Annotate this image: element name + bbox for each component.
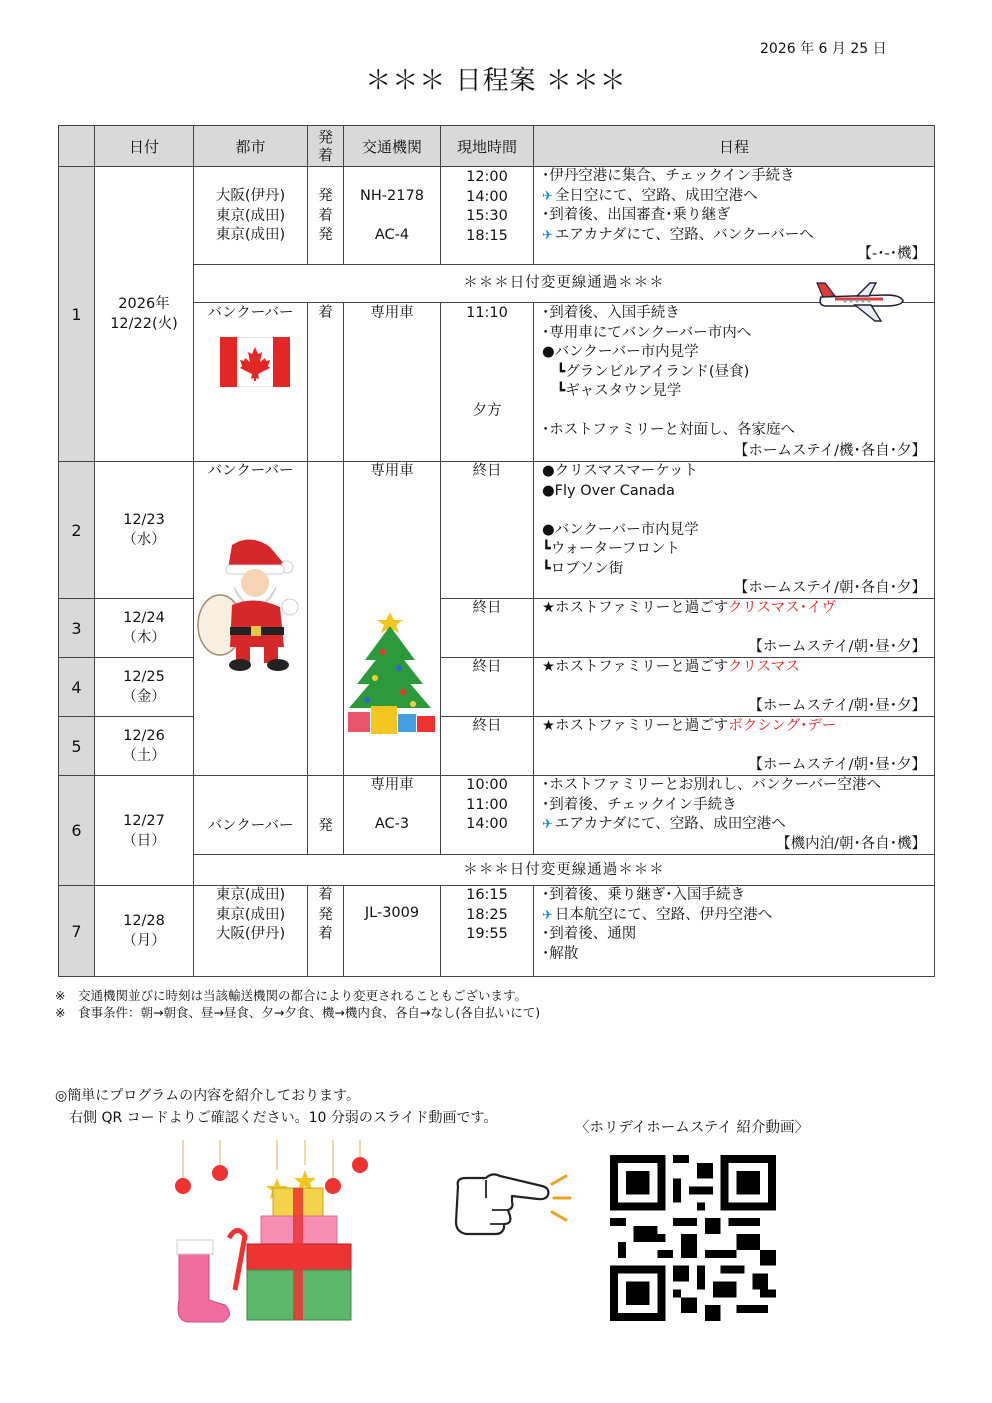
header-city: 都市 bbox=[194, 126, 308, 167]
day-date: 12/23 （水） bbox=[95, 462, 194, 599]
line: 12:00 bbox=[466, 169, 508, 185]
schedule-line bbox=[542, 776, 934, 796]
qr-caption: 〈ホリデイホームステイ 紹介動画〉 bbox=[575, 1120, 809, 1136]
schedule-text: ●Fly Over Canada bbox=[542, 482, 675, 499]
line: 東京(成田) bbox=[215, 207, 286, 224]
line: AC-4 bbox=[374, 227, 410, 243]
schedule-line bbox=[542, 501, 934, 521]
line: 14:00 bbox=[466, 816, 508, 832]
day-number: 5 bbox=[59, 717, 95, 776]
schedule-text: ･到着後、乗り継ぎ･入国手続き bbox=[542, 887, 745, 903]
document-date: 2026 年 6 月 25 日 bbox=[760, 41, 887, 57]
day-number: 7 bbox=[59, 886, 95, 977]
line: 着 bbox=[318, 207, 333, 224]
schedule-cell bbox=[534, 462, 935, 599]
table-row bbox=[59, 167, 935, 265]
line bbox=[344, 207, 440, 227]
qr-code[interactable] bbox=[610, 1155, 776, 1321]
header-num bbox=[59, 126, 95, 167]
arrdep-cell bbox=[308, 303, 344, 462]
line bbox=[441, 363, 533, 383]
transport: 専用車 bbox=[370, 463, 414, 479]
meal-info: 【ホームステイ/朝･各自･夕】 bbox=[733, 580, 926, 596]
transport-cell bbox=[344, 303, 441, 462]
transport-cell bbox=[344, 462, 441, 599]
city: バンクーバー bbox=[207, 463, 294, 479]
schedule-text: ･伊丹空港に集合、チェックイン手続き bbox=[542, 168, 795, 184]
header-schedule: 日程 bbox=[534, 126, 935, 167]
line: 大阪(伊丹) bbox=[215, 188, 286, 204]
schedule-line bbox=[542, 206, 934, 226]
city-cell bbox=[194, 717, 308, 776]
schedule-text: ●バンクーバー市内見学 bbox=[542, 344, 699, 360]
arrdep-cell bbox=[308, 167, 344, 265]
time-cell bbox=[441, 886, 534, 977]
table-row bbox=[59, 886, 935, 977]
line: 16:15 bbox=[466, 887, 508, 903]
schedule-text: ★ホストファミリーと過ごす bbox=[542, 659, 728, 675]
schedule-text: ･ホストファミリーとお別れし、バンクーバー空港へ bbox=[542, 777, 882, 793]
day-date: 12/26 （土） bbox=[95, 717, 194, 776]
line: 15:30 bbox=[466, 208, 508, 224]
santa-claus bbox=[190, 535, 310, 675]
schedule-text: ★ホストファミリーと過ごす bbox=[542, 600, 728, 616]
line: 着 bbox=[318, 926, 333, 942]
schedule-line bbox=[542, 402, 934, 422]
schedule-line bbox=[542, 363, 934, 383]
schedule-line bbox=[542, 796, 934, 816]
schedule-line bbox=[542, 343, 934, 363]
arrdep-cell bbox=[308, 776, 344, 855]
time: 終日 bbox=[472, 600, 502, 616]
line bbox=[441, 382, 533, 402]
day-date: 12/24 （木） bbox=[95, 599, 194, 658]
line: 18:25 bbox=[466, 906, 508, 923]
line bbox=[344, 796, 440, 816]
dateline-notice: ＊＊＊日付変更線通過＊＊＊ bbox=[194, 855, 935, 886]
airplane-illustration bbox=[815, 275, 907, 327]
line bbox=[441, 343, 533, 363]
transport: 専用車 bbox=[370, 305, 414, 321]
schedule-line bbox=[542, 925, 934, 945]
line: 発 bbox=[318, 188, 333, 204]
schedule-line bbox=[542, 226, 934, 246]
arrdep-cell bbox=[308, 886, 344, 977]
meal-info: 【ホームステイ/機･各自･夕】 bbox=[733, 443, 926, 459]
table-header-row bbox=[59, 126, 935, 167]
intro-line: ◎簡単にプログラムの内容を紹介しております。 bbox=[55, 1088, 360, 1104]
time-cell bbox=[441, 462, 534, 599]
schedule-text: ★ホストファミリーと過ごす bbox=[542, 718, 729, 734]
airplane-icon: ✈ bbox=[542, 188, 553, 204]
page-title: ＊＊＊ 日程案 ＊＊＊ bbox=[365, 66, 627, 96]
line: NH-2178 bbox=[360, 188, 424, 204]
schedule-text: ･到着後、入国手続き bbox=[542, 305, 680, 321]
schedule-text: ┗ギャスタウン見学 bbox=[542, 383, 682, 399]
time-cell bbox=[441, 776, 534, 855]
line: 発 bbox=[318, 906, 333, 923]
schedule-text: ･専用車にてバンクーバー市内へ bbox=[542, 324, 752, 341]
arrdep: 発 bbox=[318, 817, 333, 834]
footnotes bbox=[55, 987, 540, 1021]
day-date: 12/28 （月） bbox=[95, 886, 194, 977]
line: 大阪(伊丹) bbox=[215, 926, 286, 942]
airplane-icon: ✈ bbox=[542, 817, 553, 832]
footnote: ※ 食事条件：朝→朝食、昼→昼食、夕→夕食、機→機内食、各自→なし(各自払いにて) bbox=[55, 1005, 541, 1020]
line bbox=[441, 324, 533, 344]
dateline-notice: ＊＊＊日付変更線通過＊＊＊ bbox=[194, 265, 935, 303]
schedule-line bbox=[542, 886, 934, 906]
city: バンクーバー bbox=[207, 817, 294, 834]
header-date: 日付 bbox=[95, 126, 194, 167]
arrdep-cell bbox=[308, 658, 344, 717]
schedule-line bbox=[542, 421, 934, 441]
schedule-line bbox=[542, 560, 934, 580]
line: 19:55 bbox=[466, 926, 508, 942]
day-number: 6 bbox=[59, 776, 95, 886]
transport-cell bbox=[344, 167, 441, 265]
meal-info: 【機内泊/朝･各自･機】 bbox=[776, 836, 926, 852]
intro-text bbox=[55, 1085, 497, 1129]
schedule-cell bbox=[534, 717, 935, 776]
schedule-text: ･到着後、出国審査･乗り継ぎ bbox=[542, 207, 731, 223]
header-transport: 交通機関 bbox=[344, 126, 441, 167]
header-arrdep: 発 着 bbox=[308, 126, 344, 167]
line: 10:00 bbox=[466, 777, 508, 793]
schedule-line bbox=[542, 717, 934, 737]
schedule-text: ･到着後、通関 bbox=[542, 926, 637, 942]
footnote: ※ 交通機関並びに時刻は当該輸送機関の都合により変更されることもございます。 bbox=[55, 988, 527, 1003]
schedule-line bbox=[542, 382, 934, 402]
city-cell bbox=[194, 886, 308, 977]
schedule-text: ●バンクーバー市内見学 bbox=[542, 521, 699, 538]
day-number: 3 bbox=[59, 599, 95, 658]
time: 終日 bbox=[472, 718, 502, 734]
time-cell bbox=[441, 717, 534, 776]
schedule-text: ･ホストファミリーと対面し、各家庭へ bbox=[542, 422, 796, 438]
schedule-text: エアカナダにて、空路、バンクーバーへ bbox=[554, 226, 814, 243]
arrdep-cell bbox=[308, 717, 344, 776]
schedule-text: ┗ウォーターフロント bbox=[542, 541, 680, 557]
transport-cell bbox=[344, 776, 441, 855]
schedule-line bbox=[542, 462, 934, 482]
line: 発 bbox=[318, 227, 333, 243]
time-cell bbox=[441, 658, 534, 717]
line: 東京(成田) bbox=[215, 227, 286, 243]
line: AC-3 bbox=[374, 816, 410, 832]
day-date: 12/25 （金） bbox=[95, 658, 194, 717]
transport: JL-3009 bbox=[364, 905, 420, 921]
city-cell bbox=[194, 776, 308, 855]
schedule-line bbox=[542, 187, 934, 207]
airplane-icon: ✈ bbox=[542, 907, 553, 923]
table-row bbox=[59, 776, 935, 855]
arrdep-cell bbox=[308, 462, 344, 599]
table-row bbox=[59, 717, 935, 776]
schedule-line bbox=[542, 521, 934, 541]
day-number: 2 bbox=[59, 462, 95, 599]
day-number: 1 bbox=[59, 167, 95, 462]
schedule-cell bbox=[534, 658, 935, 717]
time: 終日 bbox=[472, 659, 502, 675]
schedule-text: ･到着後、チェックイン手続き bbox=[542, 796, 737, 813]
schedule-line bbox=[542, 906, 934, 926]
pointing-hand-icon bbox=[452, 1168, 572, 1238]
airplane-icon: ✈ bbox=[542, 227, 553, 243]
meal-info: 【ホームステイ/朝･昼･夕】 bbox=[748, 698, 926, 714]
christmas-ornaments-gifts bbox=[165, 1140, 375, 1330]
schedule-text: 日本航空にて、空路、伊丹空港へ bbox=[554, 906, 773, 923]
day-date: 2026年 12/22(火) bbox=[95, 167, 194, 462]
city: バンクーバー bbox=[207, 305, 294, 321]
schedule-text: ┗ロブソン街 bbox=[542, 560, 624, 577]
schedule-line bbox=[542, 167, 934, 187]
line: 11:10 bbox=[466, 305, 508, 321]
schedule-text: エアカナダにて、空路、成田空港へ bbox=[554, 816, 786, 832]
time-cell bbox=[441, 167, 534, 265]
line: 東京(成田) bbox=[215, 887, 286, 903]
header-local-time: 現地時間 bbox=[441, 126, 534, 167]
schedule-line bbox=[542, 815, 934, 835]
line: 着 bbox=[318, 887, 333, 903]
canada-flag bbox=[220, 337, 290, 387]
day-date: 12/27 （日） bbox=[95, 776, 194, 886]
schedule-line bbox=[542, 945, 934, 965]
schedule-text: ●クリスマスマーケット bbox=[542, 463, 699, 479]
time: 終日 bbox=[472, 463, 502, 479]
meal-info: 【ホームステイ/朝･昼･夕】 bbox=[748, 757, 926, 773]
arrdep-cell bbox=[308, 599, 344, 658]
time-cell bbox=[441, 599, 534, 658]
schedule-line bbox=[542, 658, 934, 678]
line: 専用車 bbox=[370, 777, 414, 793]
schedule-cell bbox=[534, 886, 935, 977]
schedule-text: 全日空にて、空路、成田空港へ bbox=[554, 187, 758, 204]
christmas-tree bbox=[343, 608, 438, 738]
schedule-cell bbox=[534, 776, 935, 855]
time-cell bbox=[441, 303, 534, 462]
intro-line: 右側 QR コードよりご確認ください。10 分弱のスライド動画です。 bbox=[55, 1110, 498, 1126]
meal-info: 【-･-･機】 bbox=[857, 246, 926, 262]
arrdep: 着 bbox=[318, 305, 333, 321]
line: 夕方 bbox=[472, 402, 502, 419]
transport-cell bbox=[344, 886, 441, 977]
holiday-highlight: クリスマス bbox=[727, 659, 800, 675]
schedule-line bbox=[542, 599, 934, 619]
line: 東京(成田) bbox=[215, 906, 286, 923]
line: 14:00 bbox=[466, 188, 508, 205]
schedule-text: ･解散 bbox=[542, 945, 579, 962]
schedule-cell bbox=[534, 599, 935, 658]
meal-info: 【ホームステイ/朝･昼･夕】 bbox=[748, 639, 926, 655]
holiday-highlight: ボクシング･デー bbox=[728, 718, 837, 734]
schedule-line bbox=[542, 482, 934, 502]
schedule-line bbox=[542, 540, 934, 560]
schedule-text: ┗グランビルアイランド(昼食) bbox=[542, 363, 750, 380]
holiday-highlight: クリスマス･イヴ bbox=[727, 600, 837, 616]
city-cell bbox=[194, 167, 308, 265]
line: 11:00 bbox=[466, 796, 508, 813]
line: 18:15 bbox=[466, 227, 508, 244]
day-number: 4 bbox=[59, 658, 95, 717]
schedule-cell bbox=[534, 167, 935, 265]
